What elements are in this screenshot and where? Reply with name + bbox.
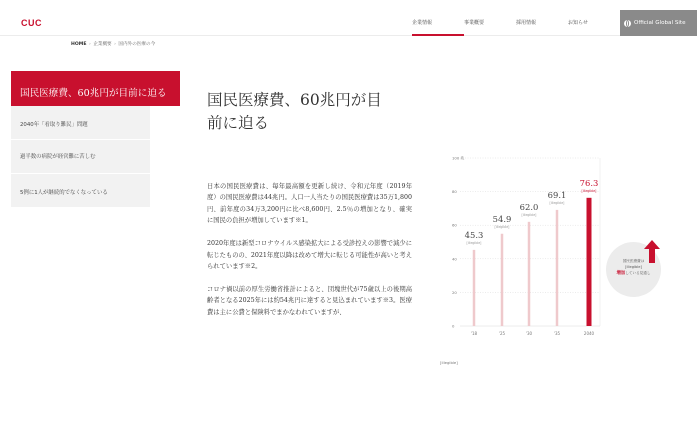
chart-xtick-label: 2040: [583, 331, 595, 336]
breadcrumb-parent[interactable]: 企業概要: [93, 42, 112, 47]
site-header: [0, 10, 697, 36]
chart-ytick-label: 100 兆: [452, 155, 465, 161]
global-nav: [402, 10, 618, 36]
chart-value-label: 69.1: [547, 189, 567, 200]
chart-xtick-label: '30: [525, 331, 533, 336]
breadcrumb-separator-icon: ›: [88, 42, 91, 47]
globe-icon: [624, 20, 631, 27]
chart-xtick-label: '35: [553, 331, 561, 336]
breadcrumb-home[interactable]: HOME: [71, 42, 87, 47]
sidebar-item[interactable]: 2040年「看取り難民」問題: [11, 106, 150, 140]
chart-sub-label: [illegible]: [521, 212, 537, 217]
callout-line: [606, 270, 661, 277]
chart-sub-label: [illegible]: [494, 224, 510, 229]
chart-value-label: 45.3: [464, 229, 484, 240]
callout-line: 国民医療費は: [622, 259, 645, 263]
breadcrumb-separator-icon: ›: [114, 42, 116, 47]
chart-ytick-label: 60: [452, 222, 457, 228]
chart-sub-label: [illegible]: [581, 188, 597, 193]
global-site-button[interactable]: [620, 10, 697, 36]
chart-bar: [501, 234, 504, 326]
chart-value-label: 76.3: [579, 177, 599, 188]
page-title-line: 国民医療費、60兆円が目: [207, 91, 382, 109]
medical-cost-chart: [440, 150, 610, 366]
callout-emphasis: 増加: [616, 271, 626, 276]
chart-sub-label: [illegible]: [466, 240, 482, 245]
chart-bar: [473, 250, 476, 326]
page-title: [207, 89, 437, 135]
chart-ytick-label: 80: [452, 189, 457, 195]
breadcrumb: [71, 41, 155, 47]
callout-line: [illegible]: [625, 265, 642, 269]
chart-sub-label: [illegible]: [549, 200, 565, 205]
article-paragraph: 2020年度は新型コロナウイルス感染拡大による受診控えの影響で減少に転じたものの、2021年度以降は改めて増大に転じる可能性が高いと考えられています※2。: [207, 240, 412, 271]
nav-item-recruit[interactable]: 採用情報: [516, 20, 537, 26]
nav-item-business[interactable]: 事業概要: [464, 20, 485, 26]
chart-xtick-label: '25: [498, 331, 506, 336]
chart-xtick-label: '18: [470, 331, 478, 336]
chart-value-label: 54.9: [492, 213, 512, 224]
sidebar-list: [11, 106, 180, 208]
nav-item-company[interactable]: 企業情報: [412, 10, 464, 36]
chart-ytick-label: 20: [452, 289, 457, 295]
global-site-label: Official Global Site: [634, 20, 686, 26]
sidebar-item[interactable]: 5例に1人が継続的でなくなっている: [11, 174, 150, 208]
chart-bar: [587, 198, 592, 326]
chart-ytick-label: 0: [452, 323, 455, 329]
chart-value-label: 62.0: [519, 201, 539, 212]
arrow-up-icon: [644, 240, 660, 263]
site-logo[interactable]: CUC: [21, 18, 42, 28]
chart-bar: [556, 210, 559, 326]
article-paragraph: コロナ禍以前の厚生労働省推計によると、団塊世代が75歳以上の後期高齢者となる2025年には約54兆円に達すると見込まれています※3。医療費は主に公費と保険料でまかなわれていますが、: [207, 286, 412, 316]
chart-svg: [440, 150, 610, 366]
chart-footnote: [illegible]: [440, 360, 458, 365]
sidebar-item[interactable]: 過半数の病院が経営難に苦しむ: [11, 140, 150, 174]
callout-line-rest: している見通し: [625, 271, 651, 275]
chart-ytick-label: 40: [452, 256, 457, 262]
chart-bar: [528, 222, 531, 326]
nav-item-news[interactable]: お知らせ: [568, 20, 588, 26]
sidebar-item-active[interactable]: 国民医療費、60兆円が目前に迫る: [11, 71, 180, 106]
sidebar: [11, 71, 180, 208]
article-body: [207, 181, 412, 363]
page-title-line: 前に迫る: [207, 114, 270, 132]
article-paragraph: 日本の国民医療費は、毎年最高額を更新し続け、令和元年度（2019年度）の国民医療費は44兆円。人口一人当たりの国民医療費は35万1,800円、前年度の34万3,200円に比べ8,600円、2.5％の増加となり、確実に国民の負担が増加しています※1。: [207, 183, 412, 225]
breadcrumb-current: 国内外の医療の今: [118, 42, 156, 47]
